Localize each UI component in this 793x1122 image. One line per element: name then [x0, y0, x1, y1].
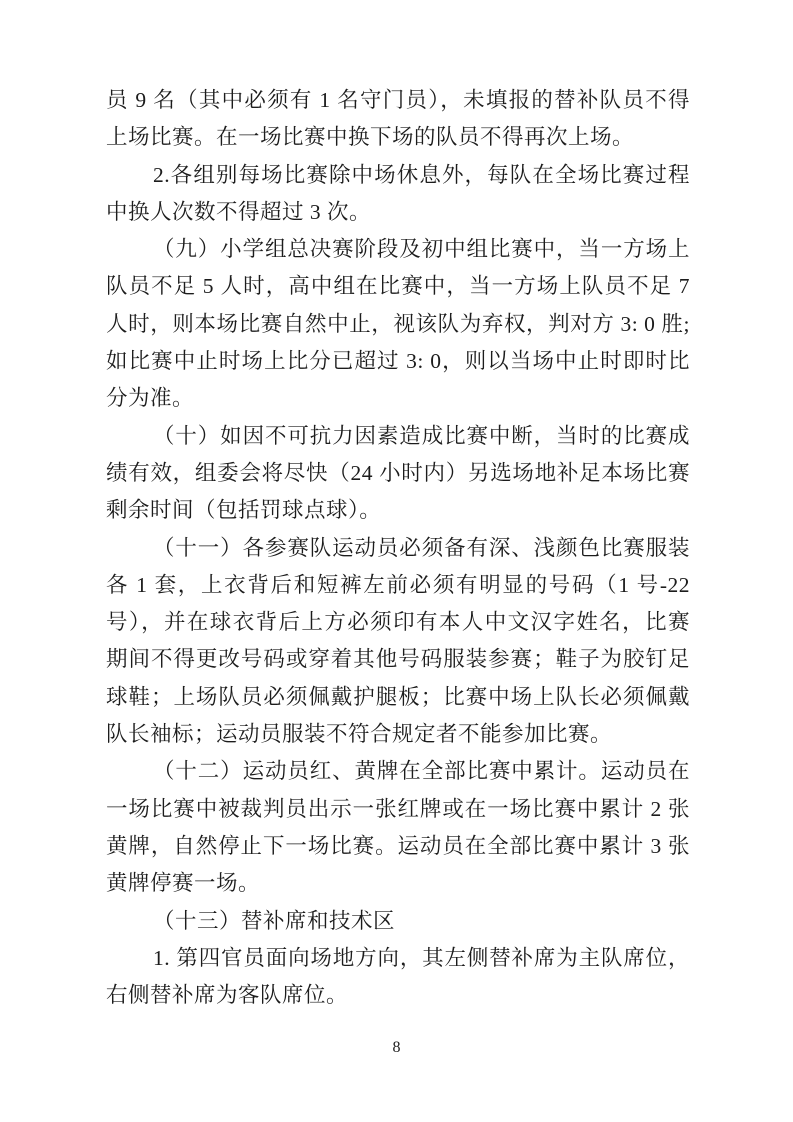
text-line-para-rule-13-item-1: 1. 第四官员面向场地方向，其左侧替补席为主队席位，: [153, 945, 690, 970]
text-line-para-rule-13-heading: （十三）替补席和技术区: [153, 908, 396, 933]
text-line-para-rule-9: 队员不足 5 人时，高中组在比赛中，当一方场上队员不足 7: [106, 274, 690, 299]
text-line-para-rule-11: 球鞋；上场队员必须佩戴护腿板；比赛中场上队长必须佩戴: [106, 684, 690, 709]
text-line-para-rule-11: 各 1 套，上衣背后和短裤左前必须有明显的号码（1 号-22: [106, 572, 690, 597]
page-footer: [0, 1036, 793, 1060]
text-line-para-rule-11: 号），并在球衣背后上方必须印有本人中文汉字姓名，比赛: [106, 610, 690, 635]
text-line-para-roster-substitutes: 上场比赛。在一场比赛中换下场的队员不得再次上场。: [106, 125, 635, 150]
text-line-para-rule-12: （十二）运动员红、黄牌在全部比赛中累计。运动员在: [153, 759, 690, 784]
text-line-para-substitution-limit: 2.各组别每场比赛除中场休息外，每队在全场比赛过程: [153, 162, 690, 187]
text-line-para-rule-10: 绩有效，组委会将尽快（24 小时内）另选场地补足本场比赛: [106, 460, 690, 485]
text-line-para-rule-11: （十一）各参赛队运动员必须备有深、浅颜色比赛服装: [153, 535, 690, 560]
text-line-para-rule-12: 一场比赛中被裁判员出示一张红牌或在一场比赛中累计 2 张: [106, 796, 690, 821]
document-body: [106, 82, 690, 1014]
text-line-para-rule-11: 期间不得更改号码或穿着其他号码服装参赛；鞋子为胶钉足: [106, 647, 690, 672]
text-line-para-rule-9: 人时，则本场比赛自然中止，视该队为弃权，判对方 3: 0 胜;: [106, 311, 690, 336]
text-line-para-rule-9: 分为准。: [106, 386, 195, 411]
text-line-para-rule-10: （十）如因不可抗力因素造成比赛中断，当时的比赛成: [153, 423, 690, 448]
text-line-para-rule-13-item-1: 右侧替补席为客队席位。: [106, 983, 349, 1008]
page-number: 8: [392, 1039, 401, 1056]
text-line-para-rule-9: 如比赛中止时场上比分已超过 3: 0，则以当场中止时即时比: [106, 349, 690, 374]
text-line-para-rule-12: 黄牌，自然停止下一场比赛。运动员在全部比赛中累计 3 张: [106, 833, 690, 858]
text-line-para-rule-12: 黄牌停赛一场。: [106, 871, 261, 896]
text-line-para-substitution-limit: 中换人次数不得超过 3 次。: [106, 199, 372, 224]
text-line-para-rule-11: 队长袖标；运动员服装不符合规定者不能参加比赛。: [106, 722, 613, 747]
text-line-para-rule-9: （九）小学组总决赛阶段及初中组比赛中，当一方场上: [153, 237, 690, 262]
text-line-para-roster-substitutes: 员 9 名（其中必须有 1 名守门员），未填报的替补队员不得: [106, 88, 690, 112]
text-line-para-rule-10: 剩余时间（包括罚球点球）。: [106, 498, 382, 523]
